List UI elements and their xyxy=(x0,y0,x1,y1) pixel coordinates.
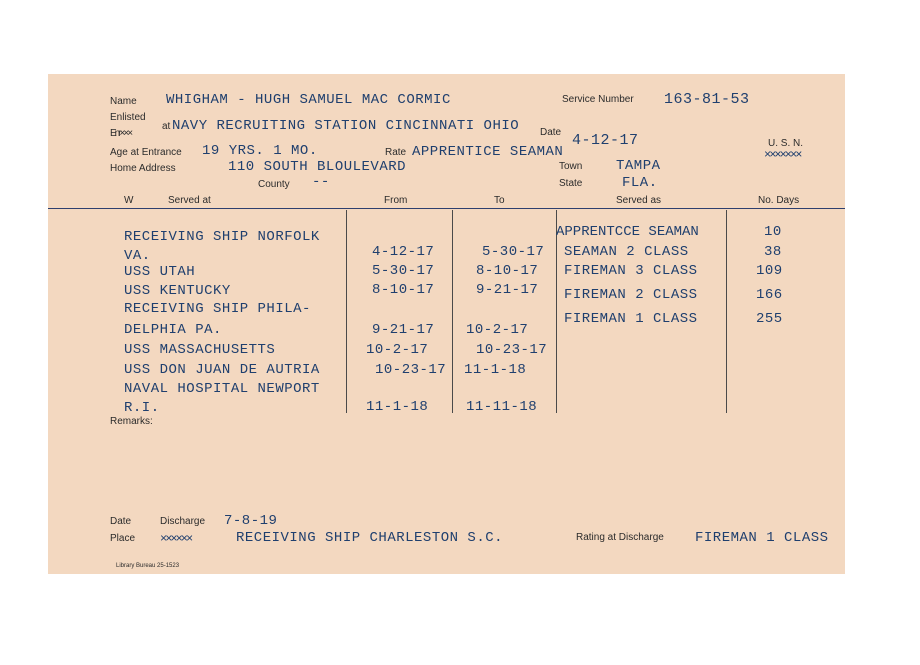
served-as-rating: APPRENTCCE SEAMAN xyxy=(556,224,699,240)
column-divider-1 xyxy=(346,210,347,413)
county-value: -- xyxy=(312,174,330,190)
served-as-days: 166 xyxy=(756,287,783,303)
remarks-label: Remarks: xyxy=(110,416,153,427)
rating-at-discharge-label: Rating at Discharge xyxy=(576,532,664,543)
name-label: Name xyxy=(110,96,137,107)
rating-at-discharge-value: FIREMAN 1 CLASS xyxy=(695,530,829,546)
served-as-rating: FIREMAN 2 CLASS xyxy=(564,287,698,303)
served-as-days: 10 xyxy=(764,224,782,240)
served-from-date: 10-23-17 xyxy=(375,362,447,378)
served-as-header: Served as xyxy=(616,195,662,206)
served-from-date: 10-2-17 xyxy=(366,342,429,358)
town-value: TAMPA xyxy=(616,158,661,174)
served-to-date: 9-21-17 xyxy=(476,282,539,298)
date-label: Date xyxy=(540,127,562,138)
county-label: County xyxy=(258,179,290,190)
column-divider-4 xyxy=(726,210,727,413)
header-rule xyxy=(48,208,845,209)
served-at-place: RECEIVING SHIP NORFOLK xyxy=(124,229,320,245)
column-divider-3 xyxy=(556,210,557,413)
rate-label: Rate xyxy=(385,147,407,158)
state-label: State xyxy=(559,178,583,189)
no-days-header: No. Days xyxy=(758,195,800,206)
discharge-date-label: Date xyxy=(110,516,132,527)
served-at-place: R.I. xyxy=(124,400,160,416)
served-as-rating: SEAMAN 2 CLASS xyxy=(564,244,689,260)
served-to-date: 8-10-17 xyxy=(476,263,539,279)
served-as-rating: FIREMAN 1 CLASS xyxy=(564,311,698,327)
served-at-place: USS DON JUAN DE AUTRIA xyxy=(124,362,320,378)
served-to-date: 11-11-18 xyxy=(466,399,538,415)
home-address-value: 110 SOUTH BLOULEVARD xyxy=(228,159,407,175)
rate-value: APPRENTICE SEAMAN xyxy=(412,144,564,160)
served-from-date: 5-30-17 xyxy=(372,263,435,279)
enlisted-label: Enlisted xyxy=(110,112,146,123)
enlisted-at-value: NAVY RECRUITING STATION CINCINNATI OHIO xyxy=(172,118,520,134)
served-as-days: 38 xyxy=(764,244,782,260)
discharge-place-value: RECEIVING SHIP CHARLESTON S.C. xyxy=(236,530,504,546)
served-from-date: 4-12-17 xyxy=(372,244,435,260)
age-value: 19 YRS. 1 MO. xyxy=(202,143,318,159)
served-to-date: 11-1-18 xyxy=(464,362,527,378)
served-at-place: USS KENTUCKY xyxy=(124,283,231,299)
served-at-place: USS UTAH xyxy=(124,264,196,280)
served-at-place: USS MASSACHUSETTS xyxy=(124,342,276,358)
from-header: From xyxy=(384,195,408,206)
served-at-place: RECEIVING SHIP PHILA- xyxy=(124,301,311,317)
printer-imprint: Library Bureau 25-1523 xyxy=(116,563,180,569)
served-from-date: 9-21-17 xyxy=(372,322,435,338)
home-address-label: Home Address xyxy=(110,163,176,174)
served-as-days: 109 xyxy=(756,263,783,279)
state-value: FLA. xyxy=(622,175,658,191)
service-record-card xyxy=(48,74,845,574)
served-at-place: DELPHIA PA. xyxy=(124,322,222,338)
served-to-date: 10-2-17 xyxy=(466,322,529,338)
service-number-label: Service Number xyxy=(562,94,634,105)
column-divider-2 xyxy=(452,210,453,413)
town-label: Town xyxy=(559,161,583,172)
enlisted-struck-text: Enr××× xyxy=(110,128,132,139)
discharge-place-struck: ×××××× xyxy=(160,532,192,546)
served-at-place: NAVAL HOSPITAL NEWPORT xyxy=(124,381,320,397)
enlisted-at-prefix: at xyxy=(162,121,171,132)
usn-label: U. S. N. xyxy=(768,138,804,149)
served-at-header: Served at xyxy=(168,195,211,206)
service-number-value: 163-81-53 xyxy=(664,91,750,108)
served-to-date: 5-30-17 xyxy=(482,244,545,260)
age-label: Age at Entrance xyxy=(110,147,182,158)
w-header: W xyxy=(124,195,134,206)
name-value: WHIGHAM - HUGH SAMUEL MAC CORMIC xyxy=(166,92,451,108)
served-from-date: 8-10-17 xyxy=(372,282,435,298)
served-at-place: VA. xyxy=(124,248,151,264)
discharge-label: Discharge xyxy=(160,516,206,527)
place-label: Place xyxy=(110,533,136,544)
to-header: To xyxy=(494,195,505,206)
discharge-date-value: 7-8-19 xyxy=(224,513,278,529)
served-to-date: 10-23-17 xyxy=(476,342,548,358)
served-as-days: 255 xyxy=(756,311,783,327)
served-from-date: 11-1-18 xyxy=(366,399,429,415)
usn-struck-text: ××××××× xyxy=(764,148,801,162)
enlisted-date-value: 4-12-17 xyxy=(572,132,639,149)
served-as-rating: FIREMAN 3 CLASS xyxy=(564,263,698,279)
